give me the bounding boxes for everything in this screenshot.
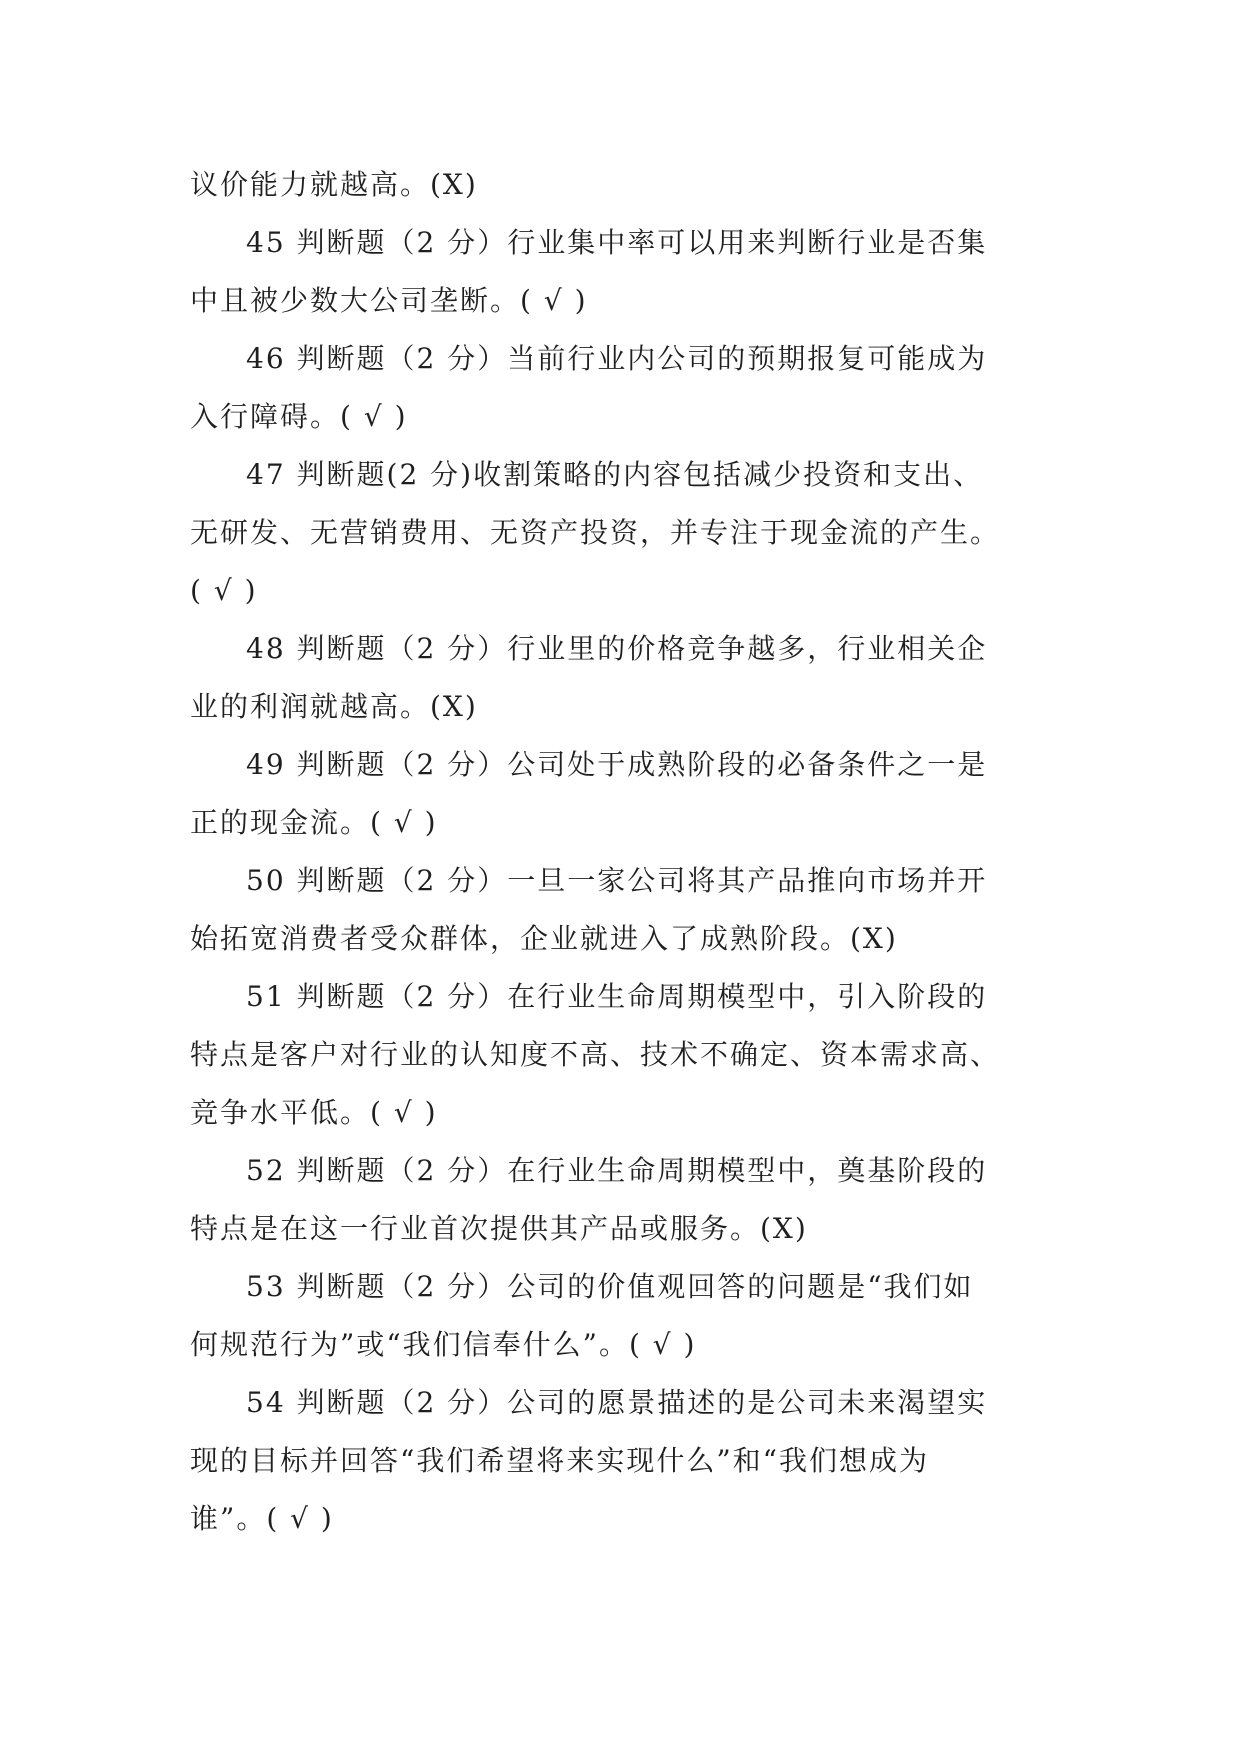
question-50-line-1: 50 判断题（2 分）一旦一家公司将其产品推向市场并开	[246, 864, 988, 897]
question-50-line-2: 始拓宽消费者受众群体，企业就进入了成熟阶段。(X)	[190, 922, 898, 955]
question-48-line-1: 48 判断题（2 分）行业里的价格竞争越多，行业相关企	[246, 632, 988, 665]
question-54-line-3: 谁”。( √ )	[190, 1502, 334, 1535]
question-54-line-1: 54 判断题（2 分）公司的愿景描述的是公司未来渴望实	[246, 1386, 988, 1419]
question-51-line-1: 51 判断题（2 分）在行业生命周期模型中，引入阶段的	[246, 980, 988, 1013]
question-45-line-2: 中且被少数大公司垄断。( √ )	[190, 284, 588, 317]
question-52-line-1: 52 判断题（2 分）在行业生命周期模型中，奠基阶段的	[246, 1154, 988, 1187]
question-47-line-3: ( √ )	[190, 574, 258, 607]
text-line: 议价能力就越高。(X)	[190, 168, 478, 201]
question-45-line-1: 45 判断题（2 分）行业集中率可以用来判断行业是否集	[246, 226, 988, 259]
question-53-line-2: 何规范行为”或“我们信奉什么”。( √ )	[190, 1328, 697, 1361]
question-53-line-1: 53 判断题（2 分）公司的价值观回答的问题是“我们如	[246, 1270, 974, 1303]
question-51-line-2: 特点是客户对行业的认知度不高、技术不确定、资本需求高、	[190, 1038, 1001, 1071]
question-47-line-2: 无研发、无营销费用、无资产投资，并专注于现金流的产生。	[190, 516, 1001, 549]
question-48-line-2: 业的利润就越高。(X)	[190, 690, 478, 723]
question-47-line-1: 47 判断题(2 分)收割策略的内容包括减少投资和支出、	[246, 458, 984, 491]
question-46-line-1: 46 判断题（2 分）当前行业内公司的预期报复可能成为	[246, 342, 988, 375]
question-46-line-2: 入行障碍。( √ )	[190, 400, 408, 433]
question-51-line-3: 竞争水平低。( √ )	[190, 1096, 438, 1129]
question-49-line-2: 正的现金流。( √ )	[190, 806, 438, 839]
question-49-line-1: 49 判断题（2 分）公司处于成熟阶段的必备条件之一是	[246, 748, 988, 781]
question-54-line-2: 现的目标并回答“我们希望将来实现什么”和“我们想成为	[190, 1444, 929, 1477]
document-body	[190, 156, 1050, 1548]
question-52-line-2: 特点是在这一行业首次提供其产品或服务。(X)	[190, 1212, 808, 1245]
